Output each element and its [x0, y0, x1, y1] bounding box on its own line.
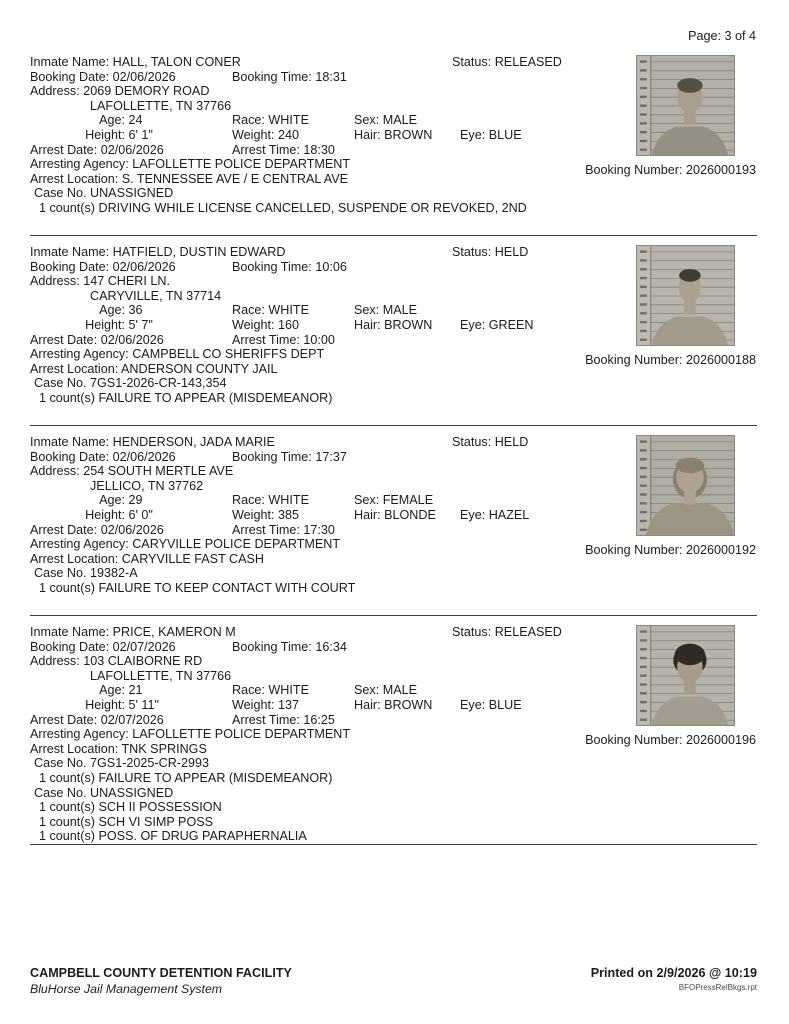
booking-number-label: Booking Number:: [585, 353, 683, 367]
status-group: [452, 625, 562, 640]
height-label: Height:: [85, 317, 125, 332]
address-label: Address:: [30, 274, 80, 289]
arresting-agency-value: CARYVILLE POLICE DEPARTMENT: [132, 537, 341, 552]
status-group: [452, 245, 528, 260]
address-street-value: 103 CLAIBORNE RD: [83, 654, 203, 669]
inmate-record: [30, 616, 757, 845]
arrest-time-label: Arrest Time:: [232, 712, 300, 727]
status-label: Status:: [452, 435, 492, 449]
age-value: 29: [128, 493, 143, 508]
weight-label: Weight:: [232, 697, 275, 712]
mugshot-photo: [636, 55, 735, 156]
booking-time-group: [232, 450, 347, 465]
weight-value: 160: [277, 317, 299, 332]
inmate-name-label: Inmate Name:: [30, 435, 110, 449]
charge-count-line: 1 count(s) FAILURE TO APPEAR (MISDEMEANOR): [39, 390, 333, 405]
hair-group: [354, 698, 432, 713]
arrest-time-group: [232, 713, 335, 728]
address-street-value: 147 CHERI LN.: [83, 274, 170, 289]
footer-right: [591, 966, 757, 992]
mugshot-column: [585, 625, 756, 757]
eye-group: [460, 508, 529, 523]
booking-number-label: Booking Number:: [585, 543, 683, 557]
eye-label: Eye:: [460, 507, 486, 522]
booking-time-group: [232, 260, 347, 275]
arrest-location-label: Arrest Location:: [30, 551, 119, 566]
sex-value: FEMALE: [382, 493, 434, 508]
software-name: BluHorse Jail Management System: [30, 982, 223, 996]
hair-group: [354, 508, 436, 523]
hair-value: BROWN: [384, 127, 433, 142]
booking-time-value: 17:37: [315, 449, 347, 464]
address-label: Address:: [30, 464, 80, 479]
inmate-name-label: Inmate Name:: [30, 245, 110, 259]
page-number: Page: 3 of 4: [688, 29, 756, 43]
sex-label: Sex:: [354, 493, 380, 508]
eye-group: [460, 128, 522, 143]
age-value: 24: [128, 113, 143, 128]
address-label: Address:: [30, 84, 80, 99]
height-label: Height:: [85, 697, 125, 712]
footer-left: [30, 966, 292, 996]
race-group: [232, 303, 309, 318]
height-value: 5' 11": [128, 697, 159, 712]
arresting-agency-value: CAMPBELL CO SHERIFFS DEPT: [132, 347, 325, 362]
arresting-agency-value: LAFOLLETTE POLICE DEPARTMENT: [132, 157, 351, 172]
address-city-value: LAFOLLETTE, TN 37766: [90, 668, 232, 683]
sex-label: Sex:: [354, 113, 380, 128]
booking-number-row: [585, 163, 756, 177]
printed-timestamp: Printed on 2/9/2026 @ 10:19: [590, 966, 757, 980]
sex-group: [354, 683, 417, 698]
status-badge: HELD: [494, 435, 529, 449]
arrest-date-value: 02/06/2026: [100, 332, 164, 347]
booking-number-value: 2026000193: [685, 163, 756, 177]
arrest-location-label: Arrest Location:: [30, 741, 119, 756]
age-label: Age:: [99, 683, 125, 698]
arrest-location-value: ANDERSON COUNTY JAIL: [121, 361, 278, 376]
charge-count-line: 1 count(s) SCH II POSSESSION: [39, 800, 222, 815]
case-number-line: Case No. 19382-A: [34, 566, 138, 581]
age-value: 21: [128, 683, 143, 698]
booking-time-value: 18:31: [315, 69, 347, 84]
arrest-time-label: Arrest Time:: [232, 142, 300, 157]
charge-count-line: 1 count(s) DRIVING WHILE LICENSE CANCELLED, SUSPENDE OR REVOKED, 2ND: [39, 200, 527, 215]
inmate-name-value: HATFIELD, DUSTIN EDWARD: [112, 245, 286, 259]
age-label: Age:: [99, 113, 125, 128]
sex-group: [354, 113, 417, 128]
eye-group: [460, 698, 522, 713]
weight-group: [232, 318, 299, 333]
inmate-name-label: Inmate Name:: [30, 625, 110, 639]
address-street-value: 254 SOUTH MERTLE AVE: [83, 464, 234, 479]
eye-value: GREEN: [488, 317, 534, 332]
race-value: WHITE: [268, 303, 309, 318]
arrest-location-value: S. TENNESSEE AVE / E CENTRAL AVE: [121, 171, 349, 186]
status-label: Status:: [452, 245, 492, 259]
arrest-time-group: [232, 333, 335, 348]
charges-list: [30, 756, 757, 844]
weight-group: [232, 508, 299, 523]
race-label: Race:: [232, 493, 265, 508]
weight-value: 385: [277, 507, 299, 522]
sex-value: MALE: [382, 303, 417, 318]
booking-number-label: Booking Number:: [585, 733, 683, 747]
weight-value: 240: [277, 127, 299, 142]
facility-name: CAMPBELL COUNTY DETENTION FACILITY: [30, 966, 292, 980]
arrest-date-label: Arrest Date:: [30, 142, 98, 157]
arrest-time-group: [232, 143, 335, 158]
inmate-record: [30, 236, 757, 426]
mugshot-column: [585, 435, 756, 567]
weight-label: Weight:: [232, 127, 275, 142]
arrest-time-value: 10:00: [303, 332, 335, 347]
eye-value: BLUE: [488, 697, 522, 712]
arresting-agency-label: Arresting Agency:: [30, 727, 129, 742]
case-number-line: Case No. 7GS1-2026-CR-143,354: [34, 376, 227, 391]
eye-group: [460, 318, 534, 333]
hair-value: BROWN: [384, 317, 433, 332]
race-label: Race:: [232, 683, 265, 698]
booking-date-value: 02/07/2026: [112, 639, 176, 654]
sex-label: Sex:: [354, 303, 380, 318]
booking-date-label: Booking Date:: [30, 69, 110, 84]
arrest-time-value: 18:30: [303, 142, 335, 157]
booking-date-label: Booking Date:: [30, 449, 110, 464]
hair-group: [354, 128, 432, 143]
hair-group: [354, 318, 432, 333]
height-value: 6' 1": [128, 127, 153, 142]
arrest-date-label: Arrest Date:: [30, 332, 98, 347]
arrest-date-value: 02/06/2026: [100, 142, 164, 157]
charge-count-line: 1 count(s) POSS. OF DRUG PARAPHERNALIA: [39, 829, 307, 844]
booking-date-value: 02/06/2026: [112, 259, 176, 274]
sex-label: Sex:: [354, 683, 380, 698]
eye-label: Eye:: [460, 697, 486, 712]
status-group: [452, 435, 528, 450]
inmate-name-value: HENDERSON, JADA MARIE: [112, 435, 275, 449]
age-label: Age:: [99, 303, 125, 318]
race-label: Race:: [232, 303, 265, 318]
arrest-time-value: 16:25: [303, 712, 335, 727]
booking-time-label: Booking Time:: [232, 639, 312, 654]
height-label: Height:: [85, 127, 125, 142]
hair-value: BLONDE: [384, 507, 436, 522]
arrest-date-label: Arrest Date:: [30, 712, 98, 727]
booking-time-label: Booking Time:: [232, 259, 312, 274]
sex-group: [354, 303, 417, 318]
arrest-time-group: [232, 523, 335, 538]
weight-label: Weight:: [232, 507, 275, 522]
arresting-agency-label: Arresting Agency:: [30, 537, 129, 552]
charges-list: [30, 376, 757, 405]
age-value: 36: [128, 303, 143, 318]
booking-number-row: [585, 353, 756, 367]
status-label: Status:: [452, 625, 492, 639]
height-value: 6' 0": [128, 507, 153, 522]
arrest-location-value: CARYVILLE FAST CASH: [121, 551, 265, 566]
arrest-date-value: 02/06/2026: [100, 522, 164, 537]
mugshot-photo: [636, 245, 735, 346]
race-label: Race:: [232, 113, 265, 128]
weight-label: Weight:: [232, 317, 275, 332]
inmate-record: [30, 426, 757, 616]
race-value: WHITE: [268, 683, 309, 698]
hair-label: Hair:: [354, 507, 381, 522]
status-label: Status:: [452, 55, 492, 69]
race-value: WHITE: [268, 113, 309, 128]
charges-list: [30, 566, 757, 595]
arresting-agency-value: LAFOLLETTE POLICE DEPARTMENT: [132, 727, 351, 742]
eye-label: Eye:: [460, 127, 486, 142]
booking-time-group: [232, 70, 347, 85]
sex-group: [354, 493, 433, 508]
arrest-time-label: Arrest Time:: [232, 522, 300, 537]
report-filename: BFOPressRelBkgs.rpt: [678, 983, 757, 992]
hair-label: Hair:: [354, 127, 381, 142]
race-group: [232, 683, 309, 698]
booking-number-value: 2026000188: [685, 353, 756, 367]
height-value: 5' 7": [128, 317, 153, 332]
charge-count-line: 1 count(s) FAILURE TO KEEP CONTACT WITH COURT: [39, 580, 356, 595]
sex-value: MALE: [382, 113, 417, 128]
race-group: [232, 113, 309, 128]
address-city-value: LAFOLLETTE, TN 37766: [90, 98, 232, 113]
booking-time-value: 10:06: [315, 259, 347, 274]
booking-number-row: [585, 733, 756, 747]
arrest-location-value: TNK SPRINGS: [121, 741, 207, 756]
arrest-date-label: Arrest Date:: [30, 522, 98, 537]
arrest-time-value: 17:30: [303, 522, 335, 537]
status-group: [452, 55, 562, 70]
arrest-time-label: Arrest Time:: [232, 332, 300, 347]
sex-value: MALE: [382, 683, 417, 698]
inmate-records-list: [30, 46, 757, 845]
case-number-line: Case No. UNASSIGNED: [34, 785, 174, 800]
inmate-name-value: PRICE, KAMERON M: [112, 625, 236, 639]
arrest-location-label: Arrest Location:: [30, 361, 119, 376]
booking-time-label: Booking Time:: [232, 449, 312, 464]
eye-label: Eye:: [460, 317, 486, 332]
mugshot-photo: [636, 625, 735, 726]
booking-number-value: 2026000196: [685, 733, 756, 747]
status-badge: RELEASED: [494, 625, 562, 639]
address-city-value: JELLICO, TN 37762: [90, 478, 204, 493]
hair-label: Hair:: [354, 697, 381, 712]
booking-time-value: 16:34: [315, 639, 347, 654]
race-value: WHITE: [268, 493, 309, 508]
mugshot-column: [585, 245, 756, 377]
arrest-location-label: Arrest Location:: [30, 171, 119, 186]
booking-number-value: 2026000192: [685, 543, 756, 557]
address-label: Address:: [30, 654, 80, 669]
age-label: Age:: [99, 493, 125, 508]
address-city-value: CARYVILLE, TN 37714: [90, 288, 222, 303]
charges-list: [30, 186, 757, 215]
booking-time-group: [232, 640, 347, 655]
mugshot-column: [585, 55, 756, 187]
weight-group: [232, 698, 299, 713]
booking-number-label: Booking Number:: [585, 163, 683, 177]
hair-label: Hair:: [354, 317, 381, 332]
charge-count-line: 1 count(s) FAILURE TO APPEAR (MISDEMEANOR): [39, 770, 333, 785]
weight-group: [232, 128, 299, 143]
arrest-date-value: 02/07/2026: [100, 712, 164, 727]
status-badge: HELD: [494, 245, 529, 259]
height-label: Height:: [85, 507, 125, 522]
arresting-agency-label: Arresting Agency:: [30, 347, 129, 362]
charge-count-line: 1 count(s) SCH VI SIMP POSS: [39, 814, 214, 829]
address-street-value: 2069 DEMORY ROAD: [83, 84, 210, 99]
booking-date-value: 02/06/2026: [112, 449, 176, 464]
inmate-name-value: HALL, TALON CONER: [112, 55, 241, 69]
booking-date-label: Booking Date:: [30, 639, 110, 654]
booking-number-row: [585, 543, 756, 557]
weight-value: 137: [277, 697, 299, 712]
booking-date-value: 02/06/2026: [112, 69, 176, 84]
mugshot-photo: [636, 435, 735, 536]
status-badge: RELEASED: [494, 55, 562, 69]
eye-value: BLUE: [488, 127, 522, 142]
inmate-record: [30, 46, 757, 236]
hair-value: BROWN: [384, 697, 433, 712]
race-group: [232, 493, 309, 508]
report-footer: [30, 966, 757, 996]
inmate-name-label: Inmate Name:: [30, 55, 110, 69]
case-number-line: Case No. 7GS1-2025-CR-2993: [34, 756, 210, 771]
booking-date-label: Booking Date:: [30, 259, 110, 274]
case-number-line: Case No. UNASSIGNED: [34, 186, 174, 201]
arresting-agency-label: Arresting Agency:: [30, 157, 129, 172]
eye-value: HAZEL: [488, 507, 530, 522]
booking-time-label: Booking Time:: [232, 69, 312, 84]
